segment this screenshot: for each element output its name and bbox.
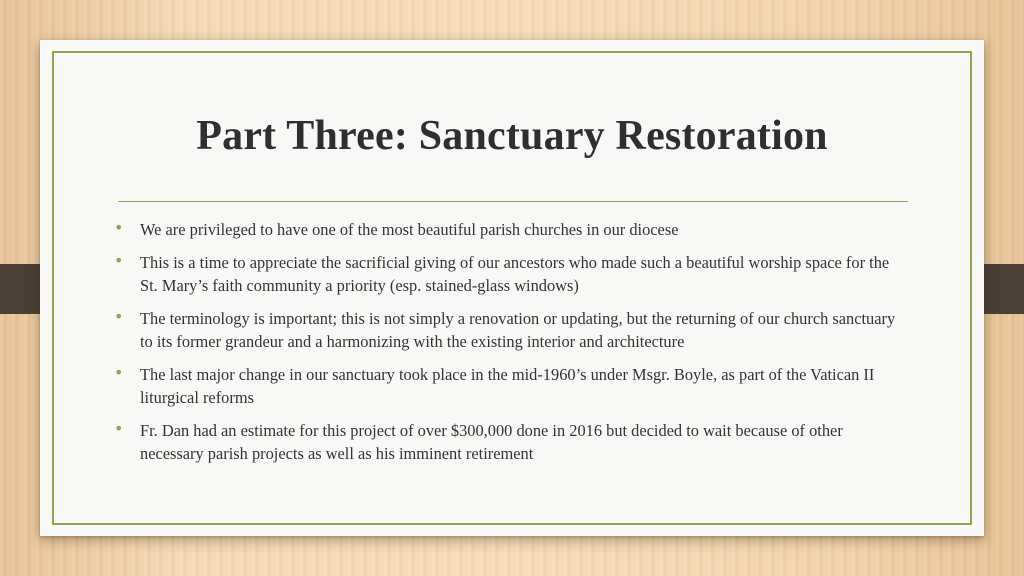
bullet-dot-icon: • — [114, 419, 124, 438]
bullet-text: We are privileged to have one of the most beautiful parish churches in our diocese — [140, 220, 679, 239]
bullet-item-1 — [114, 218, 904, 241]
bullet-text: Fr. Dan had an estimate for this project of over $300,000 done in 2016 but decided to wait because of other necessary parish projects as well as his imminent retirement — [140, 421, 843, 463]
slide-title: Part Three: Sanctuary Restoration — [196, 113, 828, 159]
bullet-item-5 — [114, 419, 904, 465]
bullet-text: The last major change in our sanctuary took place in the mid-1960’s under Msgr. Boyle, as part of the Vatican II liturgical reforms — [140, 365, 875, 407]
bullet-list — [114, 218, 904, 475]
bullet-dot-icon: • — [114, 307, 124, 326]
slide-card — [40, 40, 984, 536]
bullet-dot-icon: • — [114, 251, 124, 270]
title-divider — [118, 201, 908, 202]
bullet-text: This is a time to appreciate the sacrificial giving of our ancestors who made such a beautiful worship space for the St. Mary’s faith community a priority (esp. stained-glass windows) — [140, 253, 890, 295]
bullet-item-2 — [114, 251, 904, 297]
bullet-dot-icon: • — [114, 218, 124, 237]
bullet-text: The terminology is important; this is not simply a renovation or updating, but the returning of our church sanctuary to its former grandeur and a harmonizing with the existing interior and architecture — [140, 309, 896, 351]
bullet-item-4 — [114, 363, 904, 409]
bullet-item-3 — [114, 307, 904, 353]
bullet-dot-icon: • — [114, 363, 124, 382]
